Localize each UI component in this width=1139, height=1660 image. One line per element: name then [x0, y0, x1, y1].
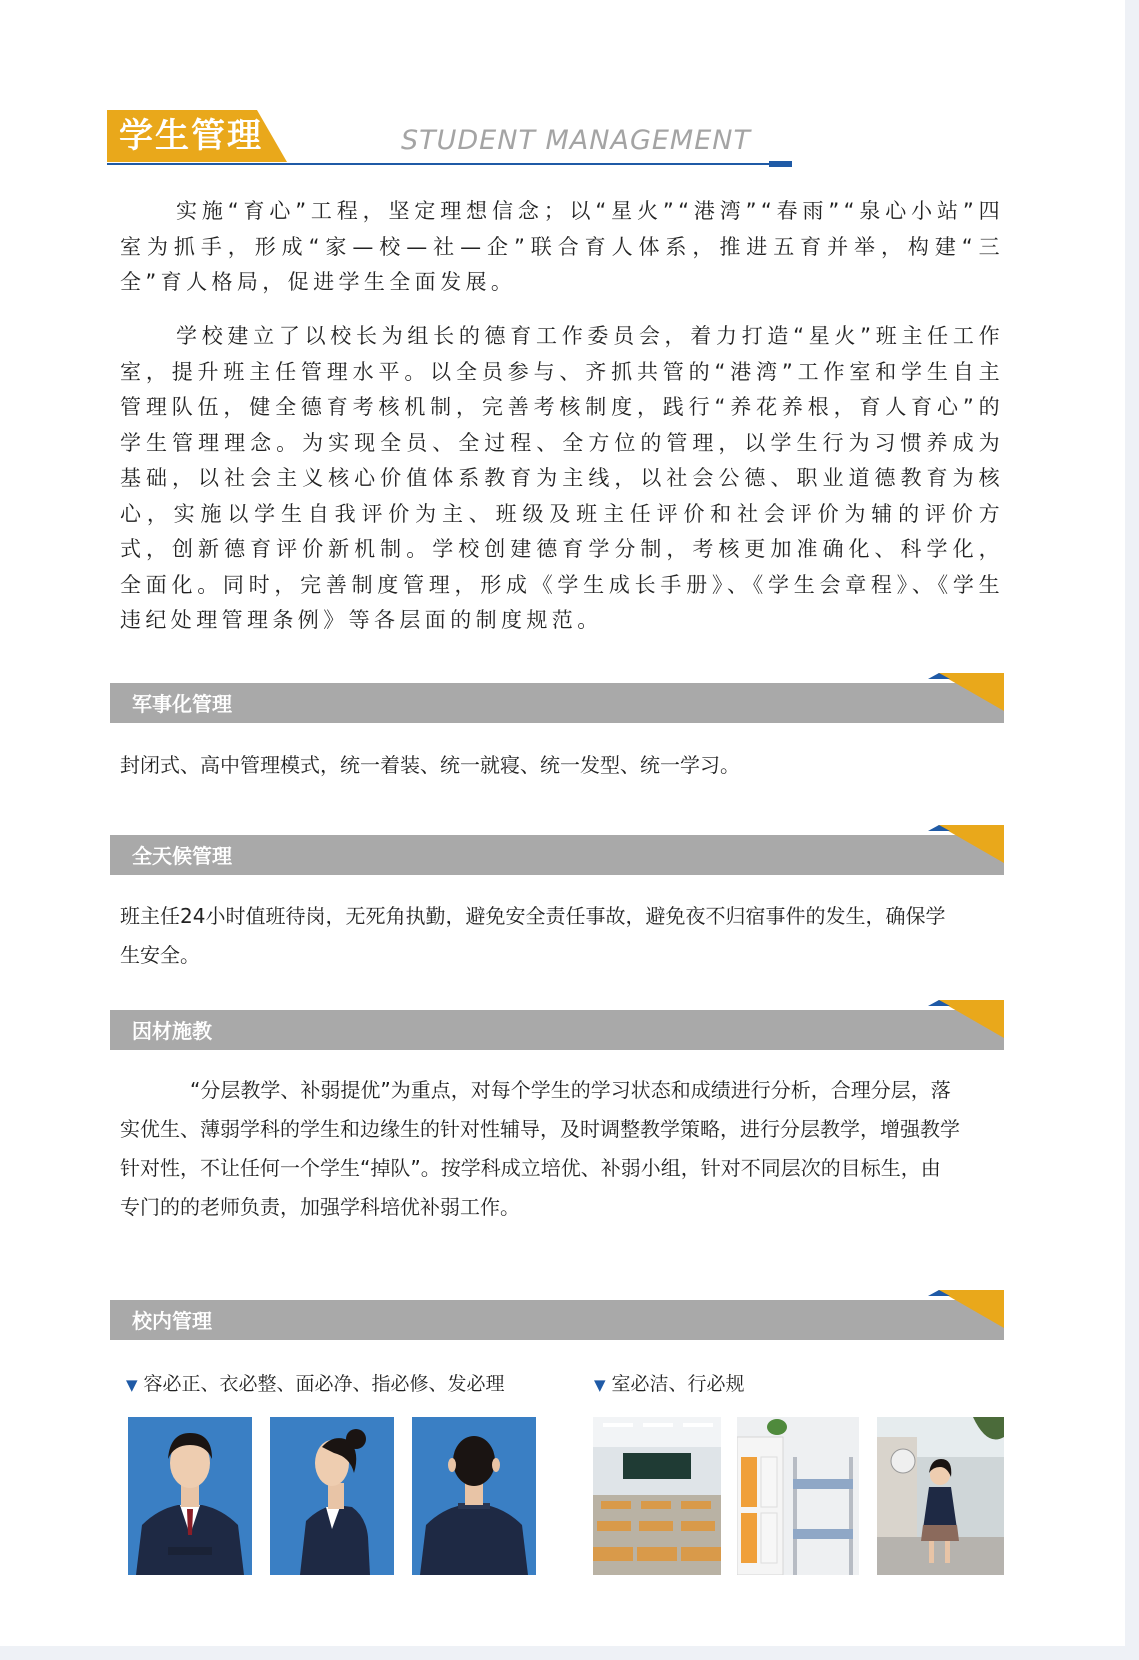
section-bar-military — [110, 673, 1004, 723]
page-title-en: STUDENT MANAGEMENT — [401, 125, 751, 156]
section-bar-tailored-teaching — [110, 1000, 1004, 1050]
student-uniform-side-photo — [270, 1417, 394, 1575]
bullet-dormitory — [594, 1371, 745, 1398]
page-bottom-edge — [0, 1646, 1139, 1660]
section-label: 校内管理 — [132, 1309, 212, 1333]
triangle-down-icon: ▼ — [594, 1376, 606, 1394]
page-title: 学生管理 — [119, 116, 263, 156]
section-label: 军事化管理 — [132, 692, 232, 716]
bullet-text: 容必正、衣必整、面必净、指必修、发必理 — [143, 1373, 505, 1395]
intro-paragraph-1: 实施“育心”工程，坚定理想信念；以“星火”“港湾”“春雨”“泉心小站”四室为抓手，形成“家—校—社—企”联合育人体系，推进五育并举，构建“三全”育人格局，促进学生全面发展。 — [120, 199, 1004, 294]
classroom-photo — [593, 1417, 721, 1575]
page-right-edge — [1125, 0, 1139, 1660]
section-bar-background — [110, 1300, 1004, 1340]
section-text-tailored-teaching: “分层教学、补弱提优”为重点，对每个学生的学习状态和成绩进行分析，合理分层，落实优生、薄弱学科的学生和边缘生的针对性辅导，及时调整教学策略，进行分层教学，增强教学针对性，不让任何一个学生“掉队”。按学科成立培优、补弱小组，针对不同层次的目标生，由专门的的老师负责，加强学科培优补弱工作。 — [120, 1078, 960, 1219]
triangle-down-icon: ▼ — [126, 1376, 138, 1394]
section-label: 因材施教 — [132, 1019, 212, 1043]
section-bar-background — [110, 683, 1004, 723]
header-underline-accent — [769, 161, 792, 167]
header-underline — [107, 163, 792, 165]
section-header — [107, 108, 792, 170]
section-bar-campus — [110, 1290, 1004, 1340]
section-text-allweather: 班主任24小时值班待岗，无死角执勤，避免安全责任事故，避免夜不归宿事件的发生，确保学生安全。 — [120, 904, 946, 967]
section-label: 全天候管理 — [132, 844, 232, 868]
student-uniform-front-photo — [128, 1417, 252, 1575]
dormitory-photo — [737, 1417, 859, 1575]
bullet-text: 室必洁、行必规 — [611, 1373, 745, 1395]
bullet-appearance — [126, 1371, 505, 1398]
section-bar-background — [110, 835, 1004, 875]
campus-student-photo — [877, 1417, 1004, 1575]
section-bar-allweather — [110, 825, 1004, 875]
intro-paragraph-2: 学校建立了以校长为组长的德育工作委员会，着力打造“星火”班主任工作室，提升班主任管理水平。以全员参与、齐抓共管的“港湾”工作室和学生自主管理队伍，健全德育考核机制，完善考核制度，践行“养花养根，育人育心”的学生管理理念。为实现全员、全过程、全方位的管理，以学生行为习惯养成为基础，以社会主义核心价值体系教育为主线，以社会公德、职业道德教育为核心，实施以学生自我评价为主、班级及班主任评价和社会评价为辅的评价方式，创新德育评价新机制。学校创建德育学分制，考核更加准确化、科学化，全面化。同时，完善制度管理，形成《学生成长手册》、《学生会章程》、《学生违纪处理管理条例》等各层面的制度规范。 — [120, 324, 1004, 632]
section-bar-background — [110, 1010, 1004, 1050]
section-text-military: 封闭式、高中管理模式，统一着装、统一就寝、统一发型、统一学习。 — [120, 753, 740, 777]
student-uniform-back-photo — [412, 1417, 536, 1575]
